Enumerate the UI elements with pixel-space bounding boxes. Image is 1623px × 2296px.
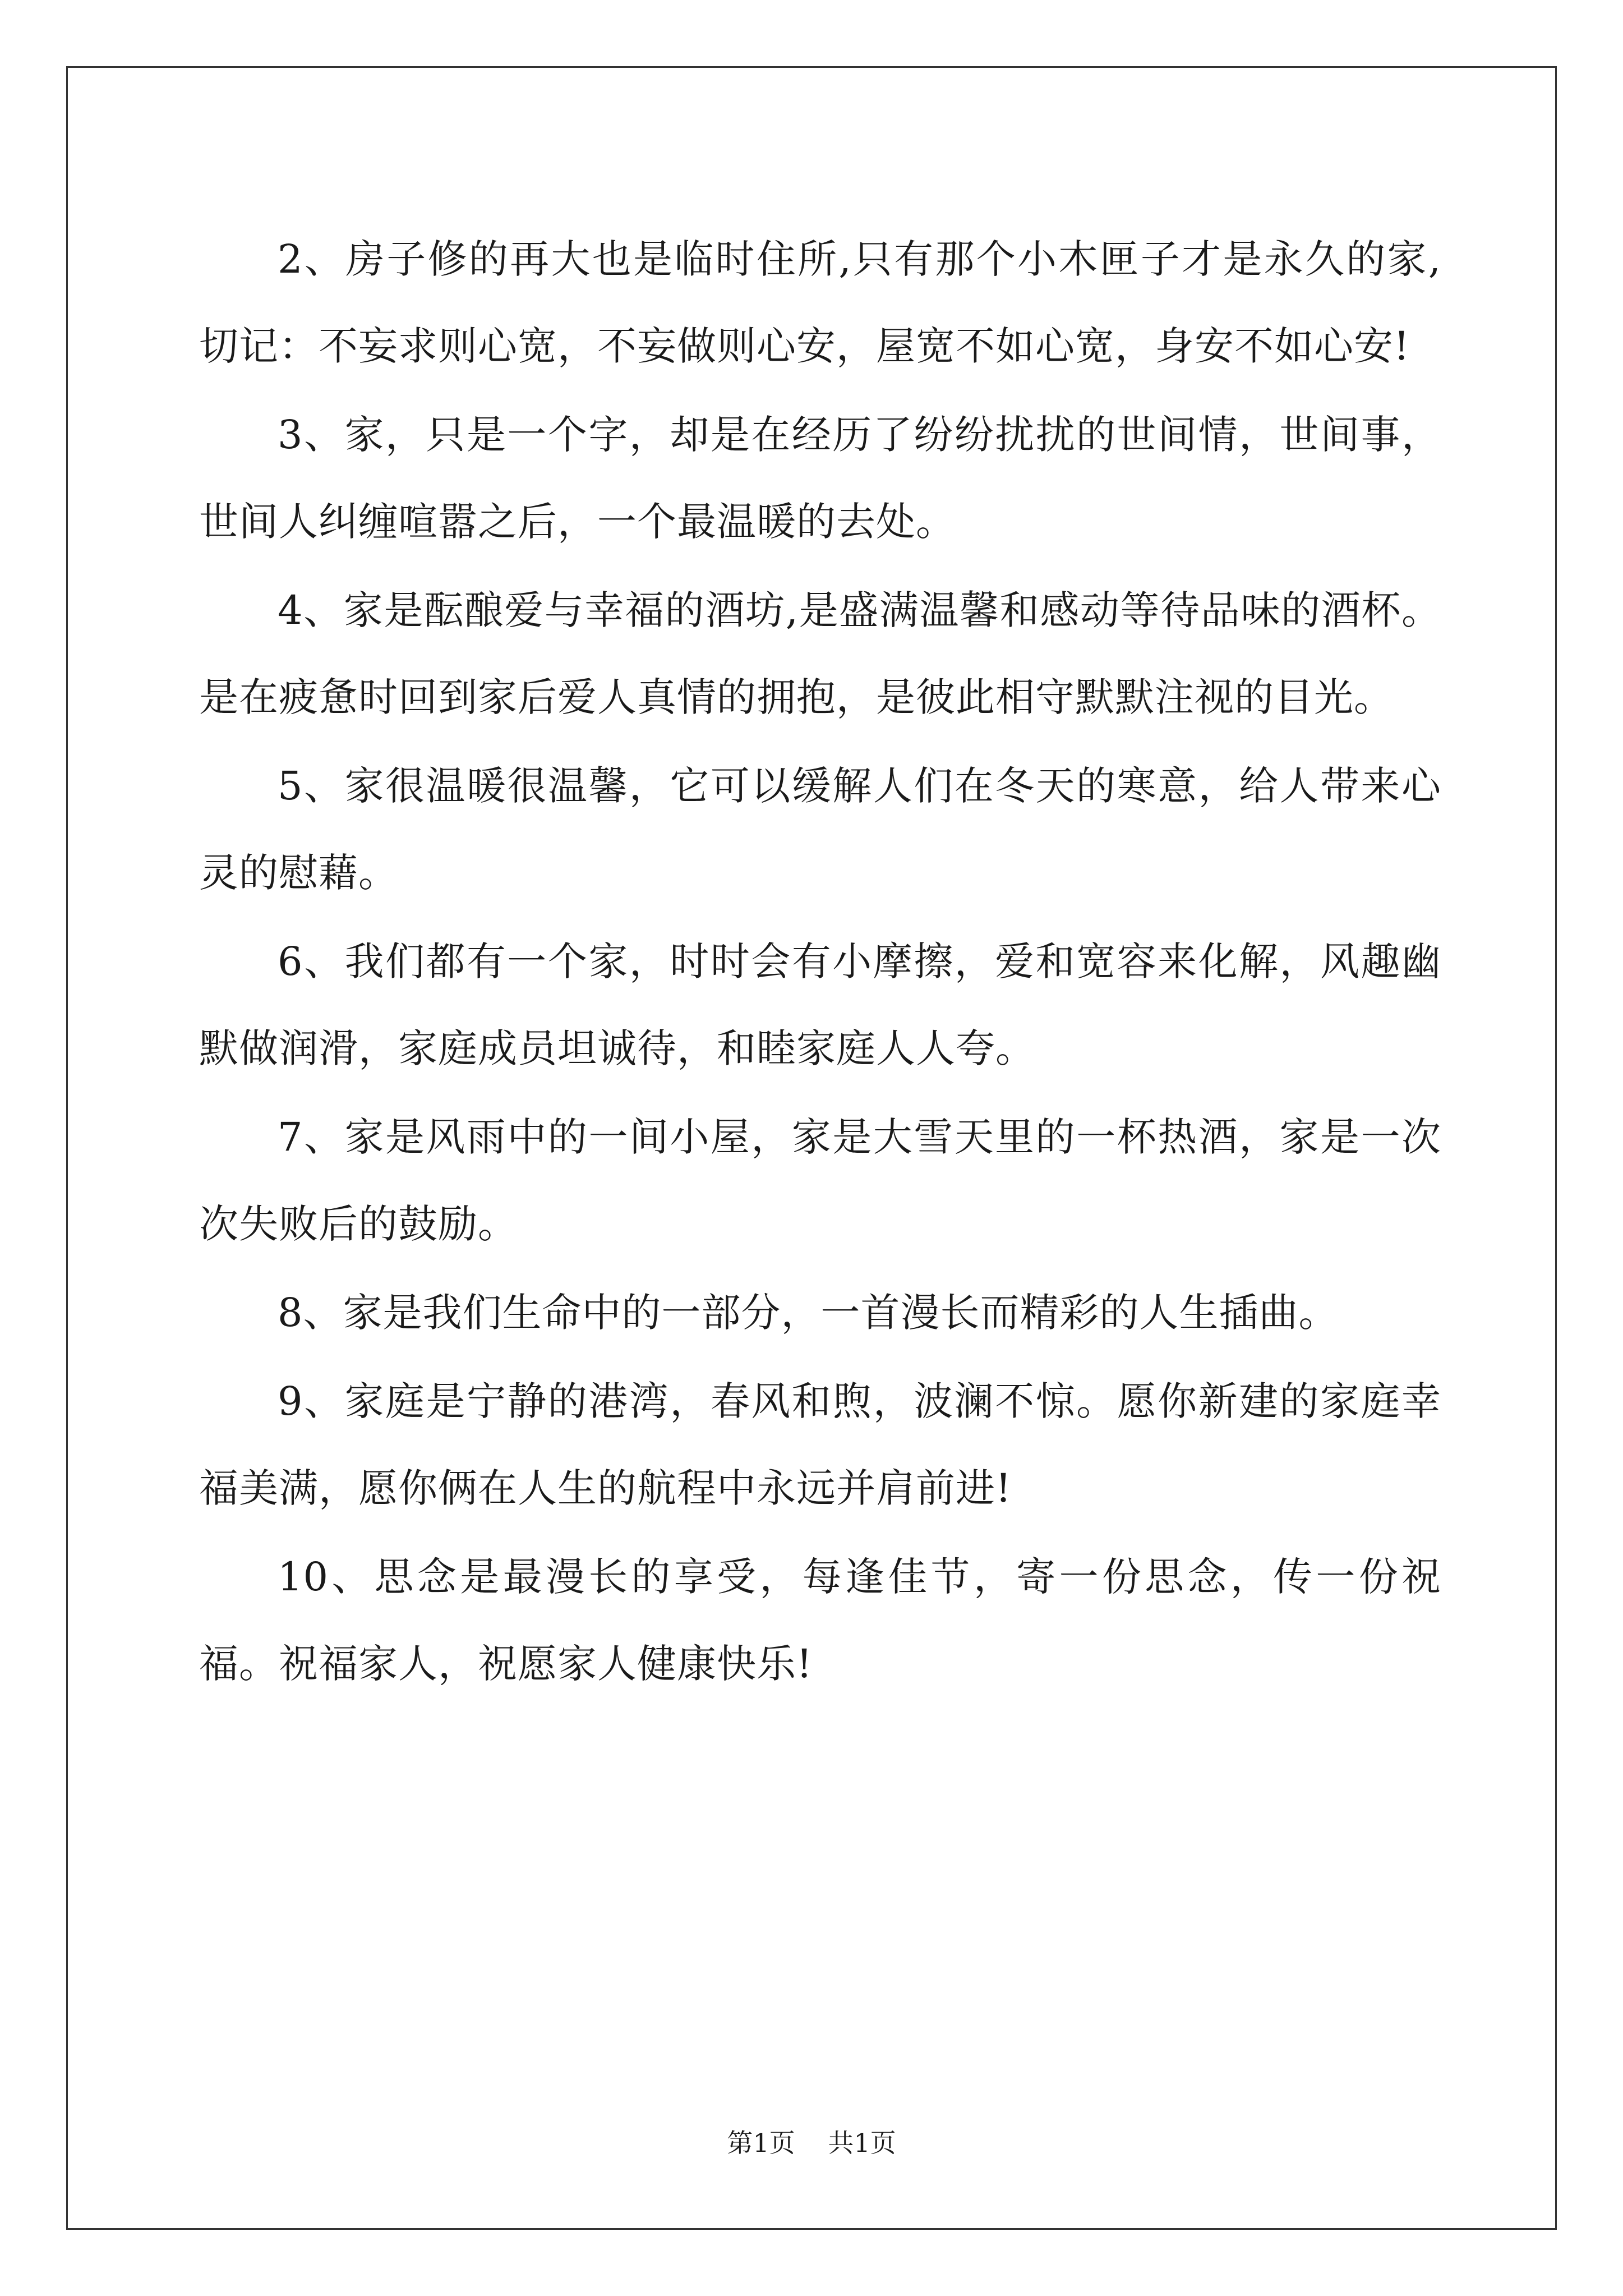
page-number-total: 共1页 (828, 2128, 896, 2158)
paragraph-10: 10、思念是最漫长的享受，每逢佳节，寄一份思念，传一份祝福。祝福家人，祝愿家人健康快乐! (199, 1554, 1441, 1687)
paragraph-8: 8、家是我们生命中的一部分，一首漫长而精彩的人生插曲。 (278, 1290, 1339, 1336)
paragraph-2: 2、房子修的再大也是临时住所,只有那个小木匣子才是永久的家,切记：不妄求则心宽，不妄做则心安，屋宽不如心宽，身安不如心安! (199, 236, 1441, 369)
paragraph-3: 3、家，只是一个字，却是在经历了纷纷扰扰的世间情，世间事，世间人纠缠喧嚣之后，一个最温暖的去处。 (199, 412, 1441, 545)
paragraph-9: 9、家庭是宁静的港湾，春风和煦，波澜不惊。愿你新建的家庭幸福美满，愿你俩在人生的航程中永远并肩前进! (199, 1378, 1441, 1511)
document-body (199, 216, 1441, 1709)
paragraph-7: 7、家是风雨中的一间小屋，家是大雪天里的一杯热酒，家是一次次失败后的鼓励。 (199, 1114, 1441, 1247)
page-footer (0, 2126, 1623, 2160)
page-number-current: 第1页 (727, 2128, 795, 2158)
paragraph-6: 6、我们都有一个家，时时会有小摩擦，爱和宽容来化解，风趣幽默做润滑，家庭成员坦诚待，和睦家庭人人夸。 (199, 938, 1441, 1071)
paragraph-4: 4、家是酝酿爱与幸福的酒坊,是盛满温馨和感动等待品味的酒杯。是在疲惫时回到家后爱人真情的拥抱，是彼此相守默默注视的目光。 (199, 587, 1441, 720)
paragraph-5: 5、家很温暖很温馨，它可以缓解人们在冬天的寒意，给人带来心灵的慰藉。 (199, 763, 1441, 896)
